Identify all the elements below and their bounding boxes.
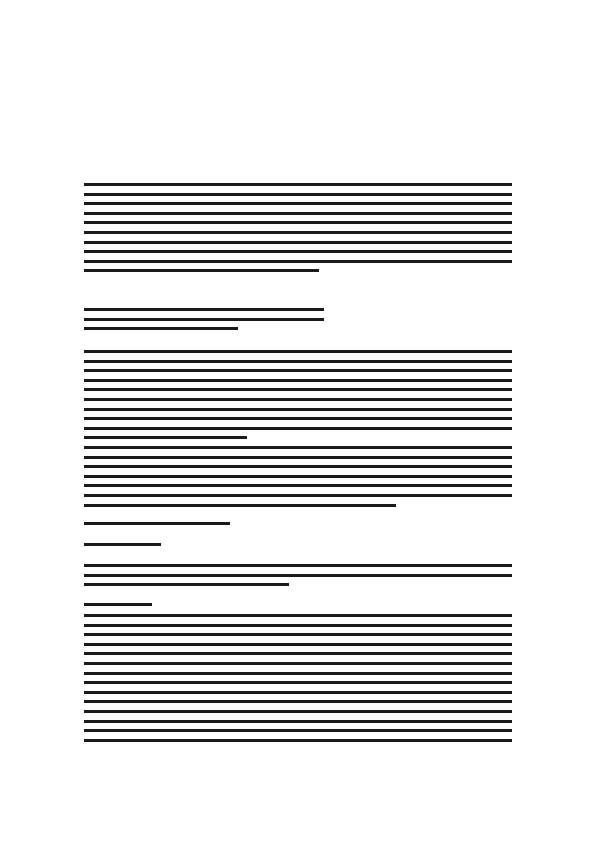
paragraph-3: [84, 564, 512, 593]
paragraph-2: [84, 350, 512, 513]
section-heading-1: [84, 308, 512, 337]
section-subheading-2: [84, 603, 512, 613]
section-subheading-1: [84, 543, 512, 553]
paragraph-4: [84, 614, 512, 748]
section-heading-2: [84, 522, 512, 532]
paragraph-1: [84, 183, 512, 279]
